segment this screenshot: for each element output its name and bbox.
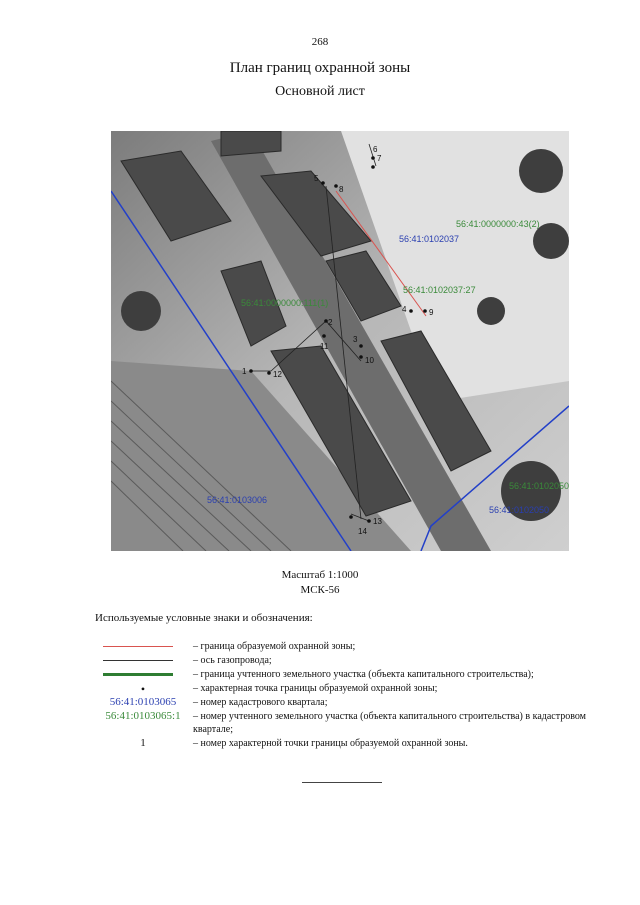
point-5 <box>321 181 325 185</box>
point-label-9: 9 <box>429 308 434 317</box>
pipeline-axis-symbol <box>103 654 173 666</box>
parcel-number-symbol <box>103 710 181 722</box>
legend-item-parcel-number <box>95 710 615 737</box>
dot-icon: • <box>140 682 146 696</box>
map-scale: Масштаб 1:1000 <box>281 569 359 581</box>
coordinate-system: МСК-56 <box>300 584 340 596</box>
quarter-label-0102050: 56:41:0102050 <box>489 505 550 515</box>
point-11 <box>322 334 326 338</box>
legend-item-pipeline-axis <box>95 654 615 668</box>
legend-item-parcel-boundary <box>95 668 615 682</box>
point-label-8: 8 <box>339 185 344 194</box>
parcel-label-27: 56:41:0102037:27 <box>403 285 476 295</box>
document-title: План границ охранной зоны <box>229 60 411 76</box>
page-number: 268 <box>311 36 329 48</box>
legend-item-characteristic-point <box>95 682 615 696</box>
parcel-label-111: 56:41:0000000:111(1) <box>241 298 329 308</box>
legend-text: – ось газопровода; <box>193 655 272 666</box>
point-number-symbol <box>103 737 173 749</box>
parcel-number-example: 56:41:0103065:1 <box>105 710 181 722</box>
parcel-boundary-symbol <box>103 668 173 680</box>
quarter-label-0102037: 56:41:0102037 <box>399 234 460 244</box>
point-6 <box>371 156 375 160</box>
point-9 <box>423 309 427 313</box>
legend-heading: Используемые условные знаки и обозначения: <box>95 612 313 624</box>
zone-boundary-symbol <box>103 640 173 652</box>
point-label-7: 7 <box>377 154 382 163</box>
point-number-example: 1 <box>140 737 146 749</box>
point-12 <box>267 371 271 375</box>
map-canvas <box>111 131 569 551</box>
point-14 <box>349 515 353 519</box>
point-3 <box>359 344 363 348</box>
aerial-map <box>111 131 569 551</box>
point-label-2: 2 <box>328 318 333 327</box>
point-label-3: 3 <box>353 335 358 344</box>
point-label-10: 10 <box>365 356 374 365</box>
legend-text: – номер учтенного земельного участка (объекта капитального строительства) в кадастровом квартале; <box>193 711 587 735</box>
point-1 <box>249 369 253 373</box>
quarter-label-0102050-top: 56:41:0102050 <box>509 481 569 491</box>
legend-text: – номер характерной точки границы образуемой охранной зоны. <box>193 738 468 749</box>
legend <box>95 640 615 751</box>
point-4 <box>409 309 413 313</box>
quarter-number-example: 56:41:0103065 <box>109 696 177 708</box>
point-label-1: 1 <box>242 367 247 376</box>
point-label-6: 6 <box>373 145 378 154</box>
legend-item-zone-boundary <box>95 640 615 654</box>
legend-text: – граница образуемой охранной зоны; <box>193 641 356 652</box>
point-label-12: 12 <box>273 370 282 379</box>
legend-item-quarter-number <box>95 696 615 710</box>
point-label-5: 5 <box>314 174 319 183</box>
characteristic-point-symbol <box>103 682 173 694</box>
point-13 <box>367 519 371 523</box>
point-7 <box>371 165 375 169</box>
point-label-4: 4 <box>402 305 407 314</box>
legend-text: – номер кадастрового квартала; <box>193 697 328 708</box>
point-8 <box>334 184 338 188</box>
quarter-label-0103006: 56:41:0103006 <box>207 495 268 505</box>
document-subtitle: Основной лист <box>275 84 365 99</box>
legend-item-point-number <box>95 737 615 751</box>
footer-divider <box>302 782 382 783</box>
quarter-number-symbol <box>103 696 177 708</box>
legend-text: – характерная точка границы образуемой охранной зоны; <box>193 683 438 694</box>
point-label-14: 14 <box>358 527 367 536</box>
point-10 <box>359 355 363 359</box>
point-label-11: 11 <box>320 342 329 351</box>
parcel-label-43: 56:41:0000000:43(2) <box>456 219 540 229</box>
point-label-13: 13 <box>373 517 382 526</box>
legend-text: – граница учтенного земельного участка (объекта капитального строительства); <box>193 669 534 680</box>
